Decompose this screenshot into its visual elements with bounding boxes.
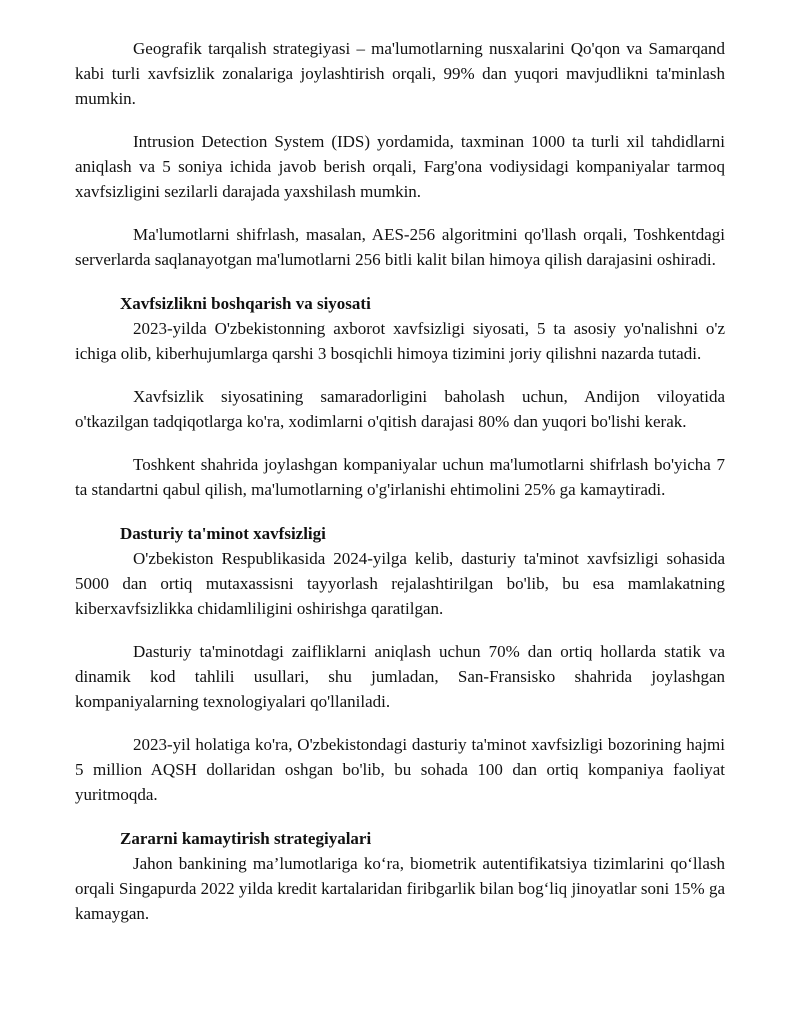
- paragraph: Toshkent shahrida joylashgan kompaniyalar uchun ma'lumotlarni shifrlash bo'yicha 7 ta standartni qabul qilish, ma'lumotlarning o'g'irlanishi ehtimolini 25% ga kamaytiradi.: [75, 455, 725, 499]
- section-heading: Dasturiy ta'minot xavfsizligi: [120, 524, 326, 543]
- paragraph: Ma'lumotlarni shifrlash, masalan, AES-256 algoritmini qo'llash orqali, Toshkentdagi serverlarda saqlanayotgan ma'lumotlarni 256 bitli kalit bilan himoya qilish darajasini oshiradi.: [75, 225, 725, 269]
- section-software-security: [75, 522, 725, 807]
- document-page: [75, 36, 725, 926]
- section-security-management: [75, 292, 725, 502]
- paragraph: Dasturiy ta'minotdagi zaifliklarni aniqlash uchun 70% dan ortiq hollarda statik va dinamik kod tahlili usullari, shu jumladan, San-Fransisko shahrida joylashgan kompaniyalarning texnologiyalari qo'llaniladi.: [75, 642, 725, 711]
- intro-section: [75, 36, 725, 272]
- paragraph: Xavfsizlik siyosatining samaradorligini baholash uchun, Andijon viloyatida o'tkazilgan tadqiqotlarga ko'ra, xodimlarni o'qitish darajasi 80% dan yuqori bo'lishi kerak.: [75, 387, 725, 431]
- paragraph: Jahon bankining ma’lumotlariga ko‘ra, biometrik autentifikatsiya tizimlarini qo‘llash orqali Singapurda 2022 yilda kredit kartalaridan firibgarlik bilan bog‘liq jinoyatlar soni 15% ga kamaygan.: [75, 854, 725, 923]
- paragraph: 2023-yil holatiga ko'ra, O'zbekistondagi dasturiy ta'minot xavfsizligi bozorining hajmi 5 million AQSH dollaridan oshgan bo'lib, bu sohada 100 dan ortiq kompaniya faoliyat yuritmoqda.: [75, 735, 725, 804]
- paragraph: Intrusion Detection System (IDS) yordamida, taxminan 1000 ta turli xil tahdidlarni aniqlash va 5 soniya ichida javob berish orqali, Farg'ona vodiysidagi kompaniyalar tarmoq xavfsizligini sezilarli darajada yaxshilash mumkin.: [75, 132, 725, 201]
- paragraph: 2023-yilda O'zbekistonning axborot xavfsizligi siyosati, 5 ta asosiy yo'nalishni o'z ichiga olib, kiberhujumlarga qarshi 3 bosqichli himoya tizimini joriy qilishni nazarda tutadi.: [75, 319, 725, 363]
- section-damage-reduction: [75, 827, 725, 926]
- section-heading: Xavfsizlikni boshqarish va siyosati: [120, 294, 371, 313]
- section-heading: Zararni kamaytirish strategiyalari: [120, 829, 372, 848]
- paragraph: Geografik tarqalish strategiyasi – ma'lumotlarning nusxalarini Qo'qon va Samarqand kabi turli xavfsizlik zonalariga joylashtirish orqali, 99% dan yuqori mavjudlikni ta'minlash mumkin.: [75, 39, 725, 108]
- paragraph: O'zbekiston Respublikasida 2024-yilga kelib, dasturiy ta'minot xavfsizligi sohasida 5000 dan ortiq mutaxassisni tayyorlash rejalashtirilgan bo'lib, bu esa mamlakatning kiberxavfsizlikka chidamliligini oshirishga qaratilgan.: [75, 549, 725, 618]
